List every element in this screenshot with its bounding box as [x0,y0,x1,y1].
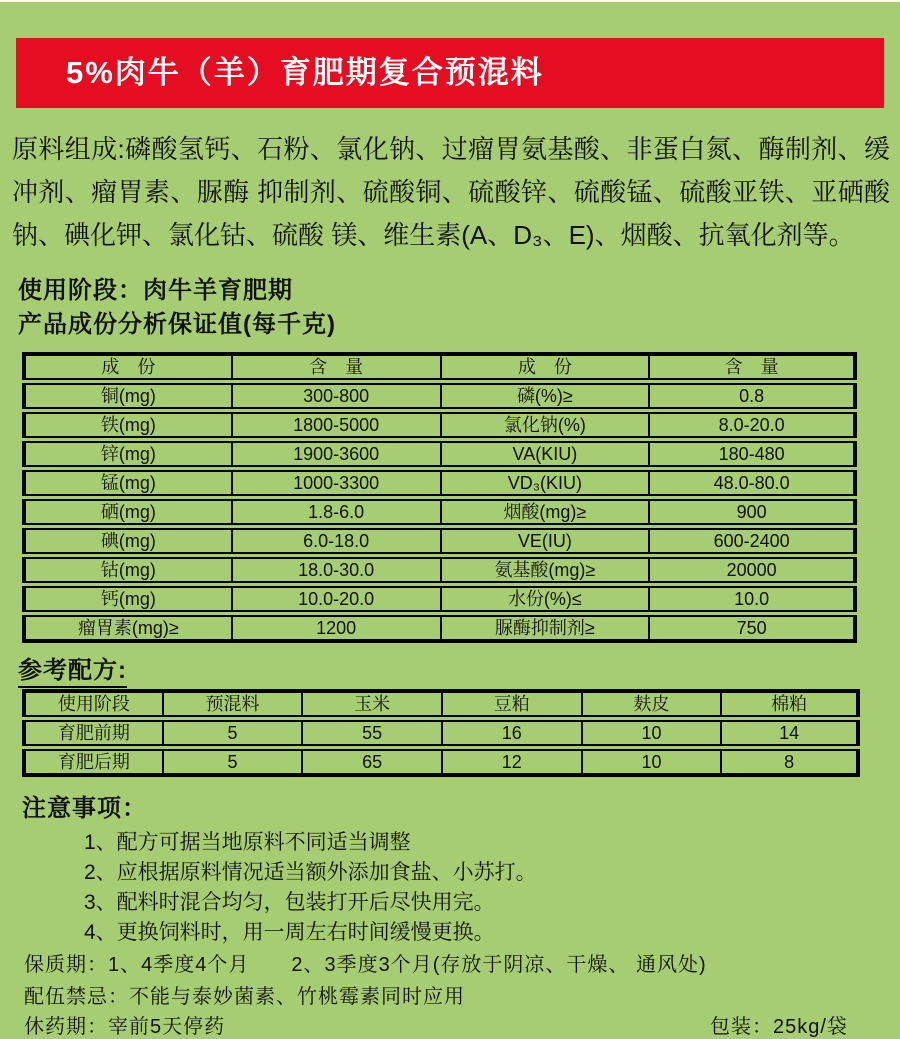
table-row [22,720,860,746]
note-item: 4、更换饲料时，用一周左右时间缓慢更换。 [84,921,495,944]
component-value: 20000 [648,557,857,583]
formula-value: 14 [720,720,860,746]
component-name: VA(KIU) [440,441,649,467]
component-value: 180-480 [648,441,857,467]
page-title: 5%肉牛（羊）育肥期复合预混料 [66,55,544,90]
table-row [22,383,857,409]
table-row [22,499,857,525]
package-spec: 包装：25kg/袋 [710,1016,848,1038]
composition-table [22,349,857,646]
component-name: 锌(mg) [22,441,231,467]
component-name: 锰(mg) [22,470,231,496]
component-value: 750 [648,615,857,643]
formula-header: 预混料 [162,689,302,717]
table-row [22,749,860,777]
component-name: VD₃(KIU) [440,470,649,496]
component-value: 900 [648,499,857,525]
component-name: 钴(mg) [22,557,231,583]
formula-section-label: 参考配方: [18,650,127,688]
formula-value: 16 [441,720,581,746]
component-name: 碘(mg) [22,528,231,554]
component-name: 硒(mg) [22,499,231,525]
component-value: 1.8-6.0 [231,499,440,525]
composition-header-row [22,352,857,380]
formula-value: 8 [720,749,860,777]
shelf-life-line: 保质期：1、4季度4个月 2、3季度3个月(存放于阴凉、干燥、 通风处) [24,954,707,976]
component-value: 48.0-80.0 [648,470,857,496]
table-row [22,470,857,496]
composition-header: 含 量 [231,352,440,380]
component-name: 铜(mg) [22,383,231,409]
component-value: 300-800 [231,383,440,409]
title-banner [16,38,884,108]
formula-value: 5 [162,720,302,746]
formula-value: 10 [581,749,721,777]
formula-value: 55 [301,720,441,746]
component-value: 10.0 [648,586,857,612]
component-name: 烟酸(mg)≥ [440,499,649,525]
component-name: 瘤胃素(mg)≥ [22,615,231,643]
analysis-title: 产品成份分析保证值(每千克) [18,311,336,338]
note-item: 2、应根据原料情况适当额外添加食盐、小苏打。 [84,861,537,884]
composition-header: 成 份 [440,352,649,380]
notes-list [84,828,537,948]
component-name: 水份(%)≤ [440,586,649,612]
component-value: 8.0-20.0 [648,412,857,438]
table-row [22,586,857,612]
incompatibility-line: 配伍禁忌：不能与泰妙菌素、竹桃霉素同时应用 [24,986,465,1008]
top-edge-hairline [0,0,900,2]
formula-header-row [22,689,860,717]
formula-stage: 育肥前期 [22,720,162,746]
notes-heading: 注意事项： [22,795,147,822]
formula-header: 棉粕 [720,689,860,717]
component-name: 氨基酸(mg)≥ [440,557,649,583]
component-value: 6.0-18.0 [231,528,440,554]
ingredients-paragraph: 原料组成:磷酸氢钙、石粉、氯化钠、过瘤胃氨基酸、非蛋白氮、酶制剂、缓冲剂、瘤胃素、脲酶 抑制剂、硫酸铜、硫酸锌、硫酸锰、硫酸亚铁、亚硒酸钠、碘化钾、氯化钴、硫酸 镁、维生素(A、D₃、E)、烟酸、抗氧化剂等。 [12,134,890,250]
composition-header: 成 份 [22,352,231,380]
table-row [22,441,857,467]
component-value: 1800-5000 [231,412,440,438]
table-row [22,528,857,554]
formula-value: 10 [581,720,721,746]
component-name: 磷(%)≥ [440,383,649,409]
withdrawal-period-line: 休药期：宰前5天停药 [24,1016,226,1038]
component-value: 1000-3300 [231,470,440,496]
component-value: 1200 [231,615,440,643]
component-value: 600-2400 [648,528,857,554]
formula-header: 麸皮 [581,689,721,717]
component-name: 脲酶抑制剂≥ [440,615,649,643]
table-row [22,412,857,438]
usage-stage-line: 使用阶段：肉牛羊育肥期 [18,277,293,304]
formula-header: 使用阶段 [22,689,162,717]
formula-value: 5 [162,749,302,777]
component-name: 钙(mg) [22,586,231,612]
composition-header: 含 量 [648,352,857,380]
formula-value: 12 [441,749,581,777]
component-name: 铁(mg) [22,412,231,438]
component-value: 0.8 [648,383,857,409]
component-value: 10.0-20.0 [231,586,440,612]
note-item: 3、配料时混合均匀，包装打开后尽快用完。 [84,891,495,914]
component-name: VE(IU) [440,528,649,554]
formula-table [22,686,860,780]
formula-value: 65 [301,749,441,777]
component-name: 氯化钠(%) [440,412,649,438]
component-value: 18.0-30.0 [231,557,440,583]
formula-header: 玉米 [301,689,441,717]
table-row [22,615,857,643]
note-item: 1、配方可据当地原料不同适当调整 [84,831,411,854]
formula-header: 豆粕 [441,689,581,717]
component-value: 1900-3600 [231,441,440,467]
formula-stage: 育肥后期 [22,749,162,777]
table-row [22,557,857,583]
